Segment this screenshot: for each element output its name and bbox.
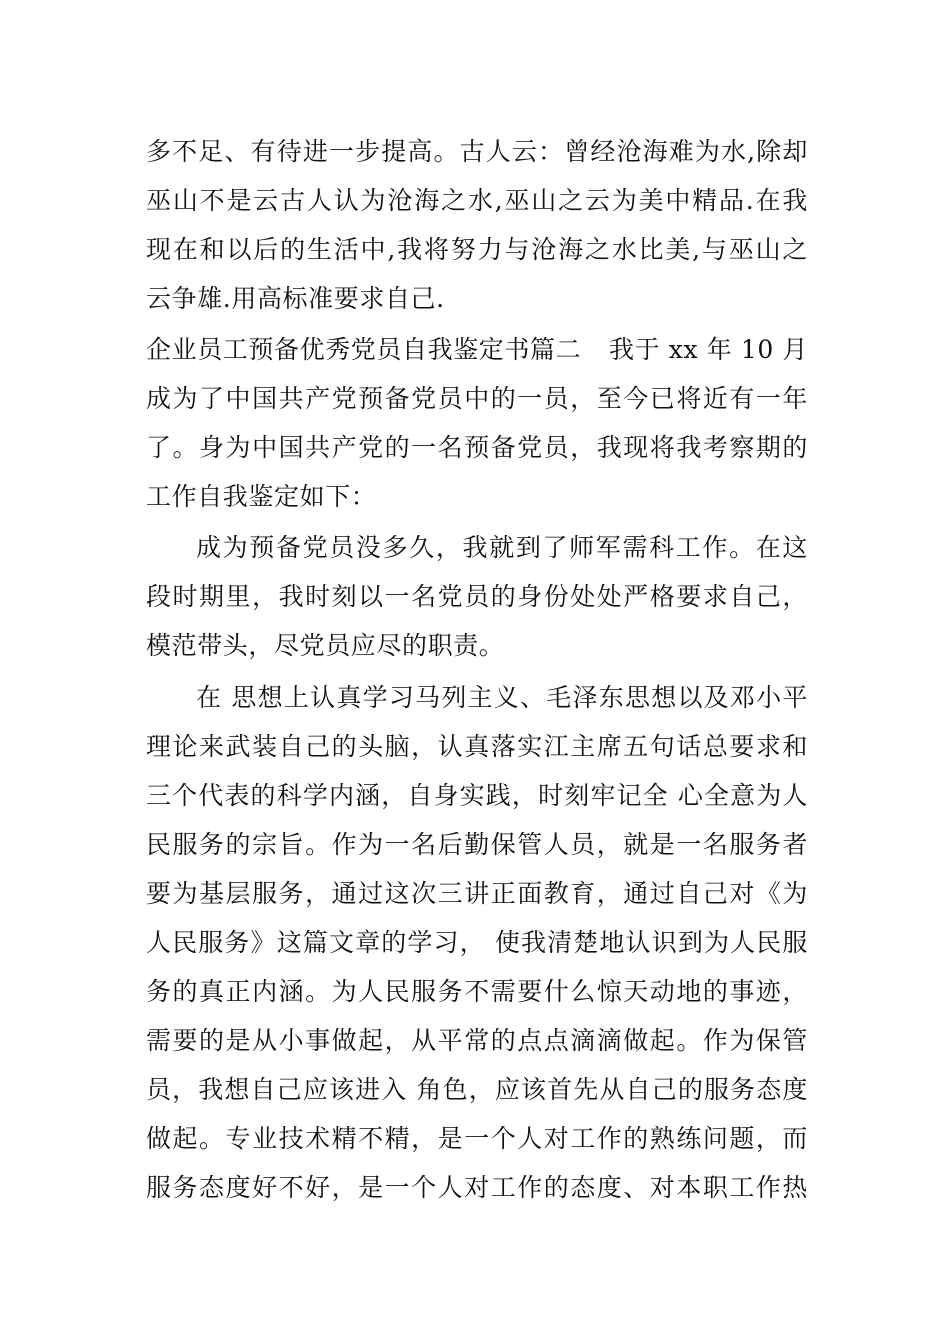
- paragraph-3-line-11: 服务态度好不好，是一个人对工作的态度、对本职工作热: [146, 1173, 808, 1202]
- paragraph-3-line-8: 需要的是从小事做起，从平常的点点滴滴做起。作为保管: [146, 1026, 808, 1055]
- paragraph-3-line-1: 在 思想上认真学习马列主义、毛泽东思想以及邓小平: [196, 683, 808, 712]
- text-line-7: 了。身为中国共产党的一名预备党员，我现将我考察期的: [146, 433, 808, 462]
- text-line-3: 现在和以后的生活中,我将努力与沧海之水比美,与巫山之: [146, 235, 808, 264]
- paragraph-2-line-3: 模范带头，尽党员应尽的职责。: [146, 631, 505, 660]
- paragraph-3-line-10: 做起。专业技术精不精，是一个人对工作的熟练问题，而: [146, 1124, 808, 1153]
- text-line-2: 巫山不是云古人认为沧海之水,巫山之云为美中精品.在我: [146, 186, 808, 215]
- text-line-1: 多不足、有待进一步提高。古人云：曾经沧海难为水,除却: [146, 137, 808, 166]
- paragraph-3-line-6: 人民服务》这篇文章的学习， 使我清楚地认识到为人民服: [146, 928, 808, 957]
- text-line-4: 云争雄.用高标准要求自己.: [146, 284, 445, 313]
- paragraph-3-line-4: 民服务的宗旨。作为一名后勤保管人员，就是一名服务者: [146, 830, 808, 859]
- paragraph-3-line-5: 要为基层服务，通过这次三讲正面教育，通过自己对《为: [146, 879, 808, 908]
- section-first-words: 我于 xx 年 10 月: [609, 335, 808, 364]
- paragraph-2-line-2: 段时期里，我时刻以一名党员的身份处处严格要求自己，: [146, 582, 808, 611]
- paragraph-3-line-7: 务的真正内涵。为人民服务不需要什么惊天动地的事迹，: [146, 977, 808, 1006]
- section-heading-line: [146, 330, 808, 370]
- paragraph-2-line-1: 成为预备党员没多久，我就到了师军需科工作。在这: [196, 533, 808, 562]
- text-line-8: 工作自我鉴定如下：: [146, 482, 377, 511]
- paragraph-3-line-3: 三个代表的科学内涵，自身实践，时刻牢记全 心全意为人: [146, 781, 808, 810]
- paragraph-3-line-9: 员，我想自己应该进入 角色，应该首先从自己的服务态度: [146, 1075, 808, 1104]
- section-title: 企业员工预备优秀党员自我鉴定书篇二: [146, 335, 582, 364]
- paragraph-3-line-2: 理论来武装自己的头脑，认真落实江主席五句话总要求和: [146, 732, 808, 761]
- text-line-6: 成为了中国共产党预备党员中的一员，至今已将近有一年: [146, 384, 808, 413]
